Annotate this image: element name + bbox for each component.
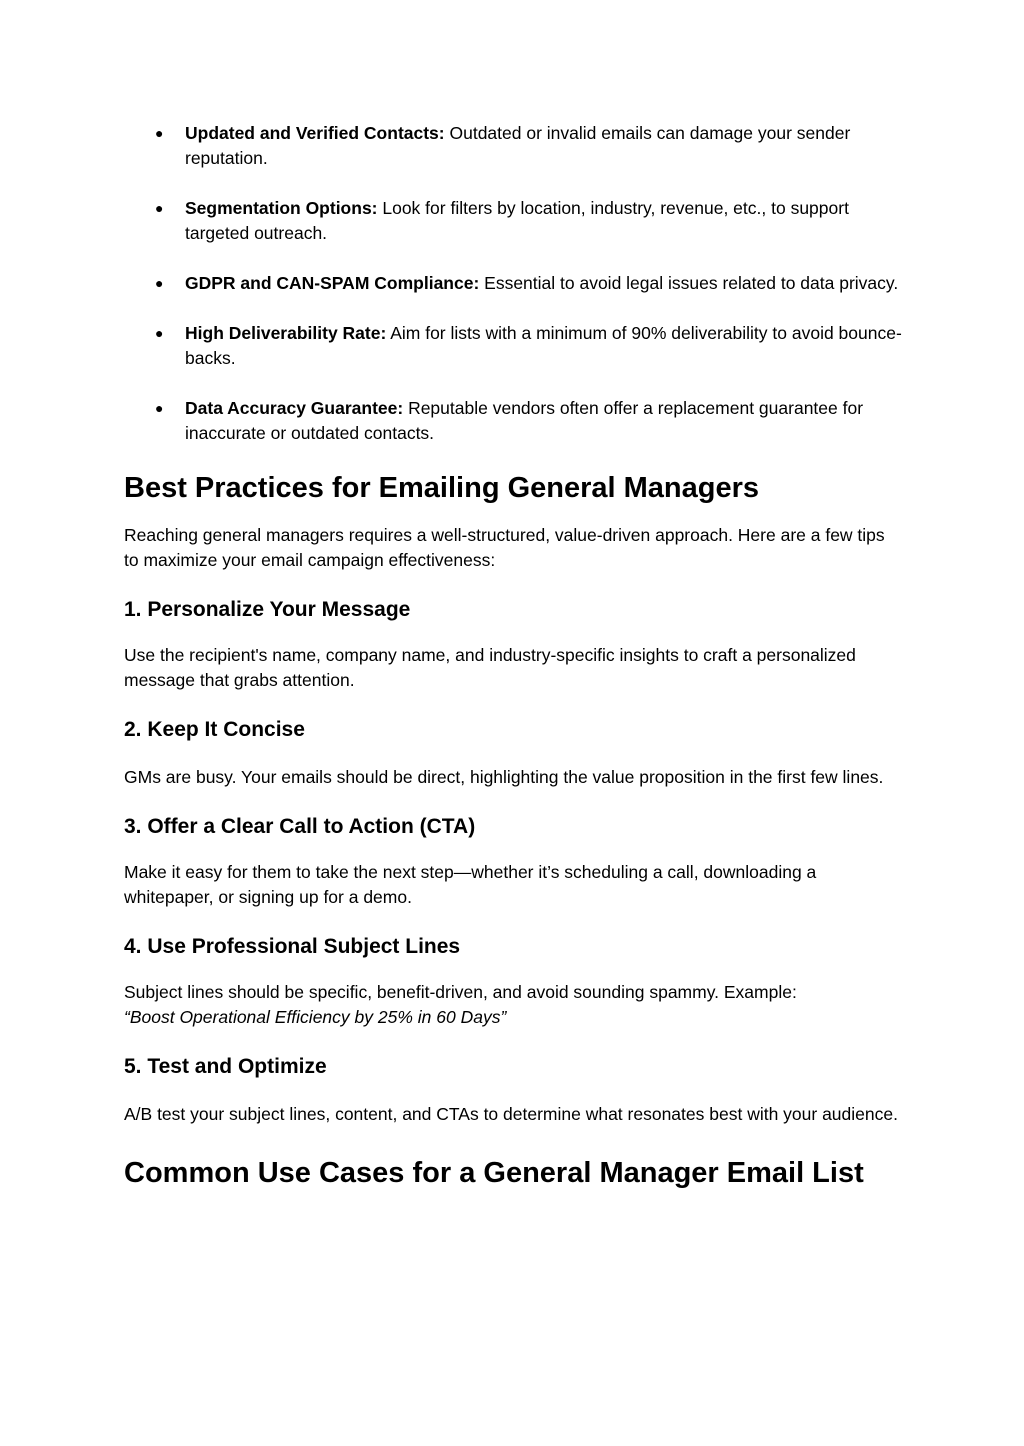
tip-body-subject-lines (124, 980, 904, 1030)
bullet-text: Reputable vendors often offer a replacement guarantee for inaccurate or outdated contacts. (185, 398, 864, 443)
tip-title-subject-lines: 4. Use Professional Subject Lines (124, 935, 461, 958)
bullet-text: Essential to avoid legal issues related to data privacy. (479, 273, 899, 293)
tip-body-test-optimize: A/B test your subject lines, content, and CTAs to determine what resonates best with your audience. (124, 1104, 898, 1124)
bullet-icon: ● (155, 400, 164, 416)
document-page (124, 121, 904, 1190)
tip-body-text: Subject lines should be specific, benefit-driven, and avoid sounding spammy. Example: (124, 982, 797, 1002)
list-item (124, 321, 904, 371)
tip-title-concise: 2. Keep It Concise (124, 718, 305, 741)
bullet-icon: ● (155, 125, 164, 141)
list-item (124, 271, 904, 296)
bullet-icon: ● (155, 275, 164, 291)
bullet-term: Data Accuracy Guarantee: (185, 398, 404, 418)
bullet-term: Updated and Verified Contacts: (185, 123, 445, 143)
list-item (124, 196, 904, 246)
tip-title-test-optimize: 5. Test and Optimize (124, 1055, 327, 1078)
bullet-text: Look for filters by location, industry, revenue, etc., to support targeted outreach. (185, 198, 849, 243)
bullet-icon: ● (155, 200, 164, 216)
bullet-icon: ● (155, 325, 164, 341)
tip-title-cta: 3. Offer a Clear Call to Action (CTA) (124, 815, 476, 838)
use-cases-heading: Common Use Cases for a General Manager Email List (124, 1157, 864, 1189)
tip-body-personalize: Use the recipient's name, company name, and industry-specific insights to craft a personalized message that grabs attention. (124, 645, 856, 690)
best-practices-intro: Reaching general managers requires a well-structured, value-driven approach. Here are a few tips to maximize your email campaign effectiveness: (124, 525, 885, 570)
best-practices-heading: Best Practices for Emailing General Managers (124, 472, 760, 504)
criteria-list (124, 121, 904, 446)
bullet-text: Outdated or invalid emails can damage your sender reputation. (185, 123, 851, 168)
bullet-term: GDPR and CAN-SPAM Compliance: (185, 273, 480, 293)
subject-line-example: “Boost Operational Efficiency by 25% in 60 Days” (124, 1007, 507, 1027)
tip-body-concise: GMs are busy. Your emails should be direct, highlighting the value proposition in the first few lines. (124, 767, 884, 787)
bullet-text: Aim for lists with a minimum of 90% deliverability to avoid bounce-backs. (185, 323, 902, 368)
tip-title-personalize: 1. Personalize Your Message (124, 598, 411, 621)
tip-body-cta: Make it easy for them to take the next step—whether it’s scheduling a call, downloading a whitepaper, or signing up for a demo. (124, 862, 817, 907)
bullet-term: High Deliverability Rate: (185, 323, 387, 343)
bullet-term: Segmentation Options: (185, 198, 378, 218)
list-item (124, 121, 904, 171)
list-item (124, 396, 904, 446)
